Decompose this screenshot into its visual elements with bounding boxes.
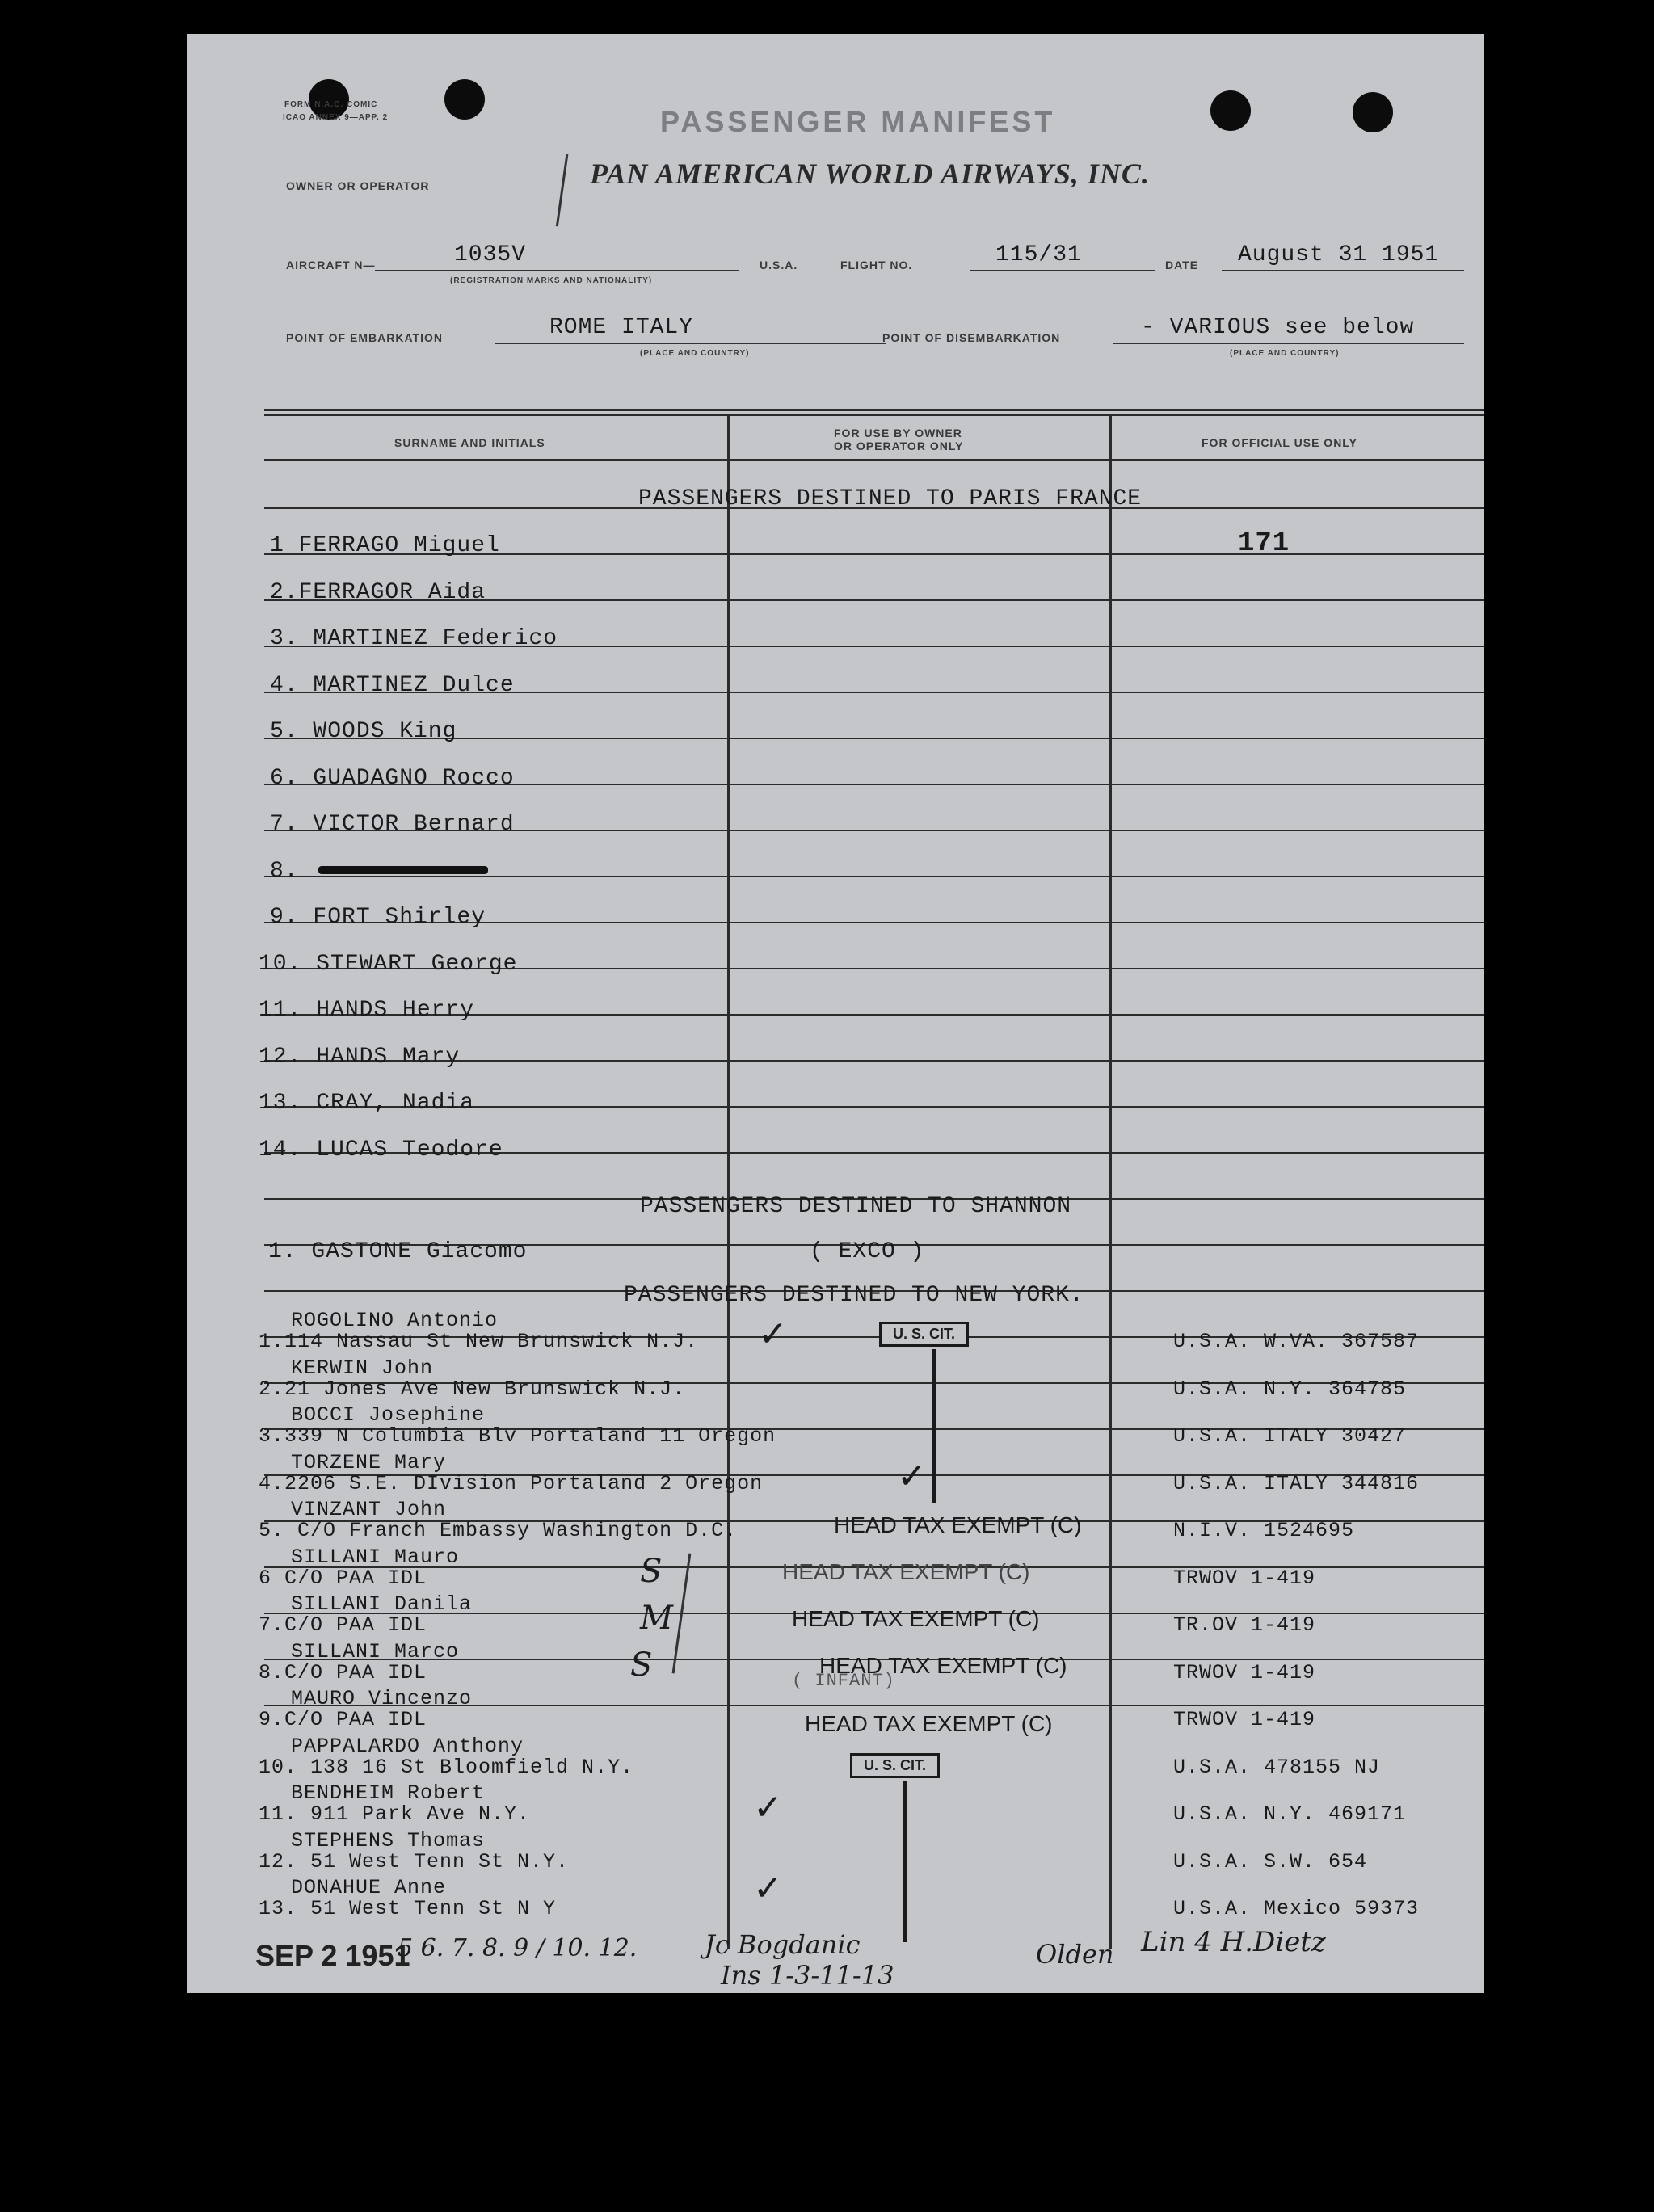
passenger-address: 9.C/O PAA IDL: [259, 1708, 427, 1731]
head-tax-stamp: HEAD TAX EXEMPT (C): [819, 1653, 1067, 1678]
official-number: 171: [1238, 528, 1290, 559]
footer-handwriting-4: Olden: [1036, 1939, 1114, 1970]
embarkation-value: ROME ITALY: [549, 315, 694, 340]
passenger-name: 3. MARTINEZ Federico: [270, 626, 558, 651]
punch-hole: [1353, 92, 1393, 132]
official-document-number: U.S.A. ITALY 30427: [1173, 1424, 1407, 1448]
official-document-number: U.S.A. N.Y. 469171: [1173, 1802, 1407, 1826]
disembarkation-sublabel: (PLACE AND COUNTRY): [1230, 349, 1340, 358]
passenger-name: MAURO Vincenzo: [291, 1687, 473, 1710]
column-header-owner-use-1: FOR USE BY OWNER: [834, 427, 962, 439]
official-document-number: TRWOV 1-419: [1173, 1660, 1316, 1684]
head-tax-stamp: HEAD TAX EXEMPT (C): [782, 1559, 1030, 1584]
official-document-number: U.S.A. S.W. 654: [1173, 1849, 1368, 1873]
passenger-address: 10. 138 16 St Bloomfield N.Y.: [259, 1755, 634, 1779]
passenger-name: KERWIN John: [291, 1356, 434, 1380]
passenger-name: STEPHENS Thomas: [291, 1828, 486, 1852]
passenger-name: 7. VICTOR Bernard: [270, 812, 515, 837]
footer-handwriting-5: Lin 4 H.Dietz: [1141, 1926, 1326, 1958]
embarkation-sublabel: (PLACE AND COUNTRY): [640, 349, 750, 358]
passenger-address: 5. C/O Franch Embassy Washington D.C.: [259, 1519, 738, 1542]
section-heading-paris: PASSENGERS DESTINED TO PARIS FRANCE: [638, 486, 1143, 511]
aircraft-label: AIRCRAFT N—: [286, 259, 376, 271]
us-citizen-stamp: U. S. CIT.: [879, 1322, 969, 1347]
passenger-name: DONAHUE Anne: [291, 1876, 447, 1899]
head-tax-stamp: HEAD TAX EXEMPT (C): [792, 1606, 1040, 1631]
official-document-number: U.S.A. N.Y. 364785: [1173, 1377, 1407, 1401]
passenger-name: 9. FORT Shirley: [270, 905, 486, 930]
checkmark: ✓: [897, 1456, 927, 1497]
footer-handwriting-3: Ins 1-3-11-13: [721, 1960, 894, 1991]
handwritten-s: S: [640, 1553, 663, 1590]
shannon-passenger: 1. GASTONE Giacomo: [268, 1239, 528, 1264]
passenger-address: 12. 51 West Tenn St N.Y.: [259, 1849, 570, 1873]
shannon-passenger-note: ( EXCO ): [810, 1239, 925, 1264]
passenger-address: 13. 51 West Tenn St N Y: [259, 1897, 557, 1920]
passenger-address: 11. 911 Park Ave N.Y.: [259, 1802, 531, 1826]
us-citizen-stamp: U. S. CIT.: [850, 1753, 940, 1778]
footer-handwriting-1: 5 6. 7. 8. 9 / 10. 12.: [398, 1934, 638, 1962]
passenger-name: 8.: [270, 858, 299, 884]
column-header-surname: SURNAME AND INITIALS: [394, 436, 545, 449]
passenger-name: 10. STEWART George: [259, 951, 518, 977]
form-code-2: ICAO ANNEX 9—APP. 2: [283, 113, 389, 122]
passenger-address: 2.21 Jones Ave New Brunswick N.J.: [259, 1377, 686, 1401]
stamp-connector-line: [932, 1349, 936, 1503]
passenger-name: ROGOLINO Antonio: [291, 1309, 499, 1332]
manifest-page: [187, 34, 1484, 1993]
passenger-name: BENDHEIM Robert: [291, 1781, 486, 1805]
checkmark: ✓: [758, 1314, 788, 1355]
passenger-name: TORZENE Mary: [291, 1450, 447, 1474]
section-heading-new-york: PASSENGERS DESTINED TO NEW YORK.: [624, 1283, 1084, 1308]
official-document-number: TRWOV 1-419: [1173, 1708, 1316, 1731]
checkmark: ✓: [753, 1787, 783, 1828]
passenger-name: 1 FERRAGO Miguel: [270, 533, 500, 558]
official-document-number: U.S.A. Mexico 59373: [1173, 1897, 1420, 1920]
passenger-name: 11. HANDS Herry: [259, 998, 475, 1023]
date-label: DATE: [1165, 259, 1199, 271]
operator-bracket: [556, 154, 584, 229]
punch-hole: [444, 79, 485, 120]
handwritten-m: M: [640, 1600, 673, 1637]
passenger-name: 14. LUCAS Teodore: [259, 1137, 503, 1163]
section-heading-shannon: PASSENGERS DESTINED TO SHANNON: [640, 1194, 1072, 1219]
passenger-address: 8.C/O PAA IDL: [259, 1660, 427, 1684]
operator-name: PAN AMERICAN WORLD AIRWAYS, INC.: [590, 158, 1150, 190]
aircraft-sublabel: (REGISTRATION MARKS AND NATIONALITY): [450, 276, 653, 285]
passenger-name: VINZANT John: [291, 1498, 447, 1521]
ruled-line: [264, 876, 1484, 877]
head-tax-stamp: HEAD TAX EXEMPT (C): [805, 1711, 1053, 1736]
handwritten-s: S: [630, 1646, 653, 1684]
official-document-number: TRWOV 1-419: [1173, 1566, 1316, 1590]
official-document-number: U.S.A. ITALY 344816: [1173, 1471, 1420, 1495]
passenger-address: 3.339 N Columbia Blv Portaland 11 Oregon: [259, 1424, 776, 1448]
aircraft-number: 1035V: [454, 242, 527, 267]
received-date-stamp: SEP 2 1951: [255, 1939, 410, 1972]
passenger-name: SILLANI Marco: [291, 1639, 460, 1663]
document-title: PASSENGER MANIFEST: [660, 105, 1056, 138]
head-tax-stamp: HEAD TAX EXEMPT (C): [834, 1512, 1082, 1537]
footer-handwriting-2: Jc Bogdanic: [705, 1929, 861, 1960]
redaction-mark: [318, 866, 488, 874]
form-code-1: FORM N.A.C. COMIC: [284, 100, 378, 109]
disembarkation-value: - VARIOUS see below: [1141, 315, 1415, 340]
flight-number: 115/31: [995, 242, 1082, 267]
passenger-address: 7.C/O PAA IDL: [259, 1613, 427, 1637]
flight-date: August 31 1951: [1238, 242, 1440, 267]
column-header-official-use: FOR OFFICIAL USE ONLY: [1202, 436, 1357, 449]
checkmark: ✓: [753, 1868, 783, 1909]
infant-note: ( INFANT): [792, 1671, 895, 1691]
passenger-name: 4. MARTINEZ Dulce: [270, 672, 515, 698]
flight-label: FLIGHT NO.: [840, 259, 913, 271]
passenger-name: SILLANI Mauro: [291, 1545, 460, 1569]
passenger-name: 5. WOODS King: [270, 719, 457, 744]
passenger-address: 4.2206 S.E. DIvision Portaland 2 Oregon: [259, 1471, 764, 1495]
embarkation-label: POINT OF EMBARKATION: [286, 331, 443, 344]
column-header-owner-use-2: OR OPERATOR ONLY: [834, 439, 964, 452]
official-document-number: TR.OV 1-419: [1173, 1613, 1316, 1637]
passenger-name: 2.FERRAGOR Aida: [270, 579, 486, 605]
official-document-number: U.S.A. W.VA. 367587: [1173, 1330, 1420, 1353]
passenger-name: 13. CRAY, Nadia: [259, 1091, 475, 1116]
punch-hole: [1210, 90, 1251, 131]
passenger-address: 6 C/O PAA IDL: [259, 1566, 427, 1590]
passenger-name: BOCCI Josephine: [291, 1403, 486, 1427]
usa-label: U.S.A.: [760, 259, 798, 271]
disembarkation-label: POINT OF DISEMBARKATION: [882, 331, 1061, 344]
official-document-number: U.S.A. 478155 NJ: [1173, 1755, 1381, 1779]
owner-operator-label: OWNER OR OPERATOR: [286, 179, 430, 192]
passenger-name: PAPPALARDO Anthony: [291, 1734, 524, 1758]
passenger-name: 12. HANDS Mary: [259, 1044, 461, 1070]
stamp-connector-line: [903, 1781, 907, 1942]
passenger-address: 1.114 Nassau St New Brunswick N.J.: [259, 1330, 699, 1353]
official-document-number: N.I.V. 1524695: [1173, 1519, 1355, 1542]
passenger-name: 6. GUADAGNO Rocco: [270, 765, 515, 791]
passenger-name: SILLANI Danila: [291, 1592, 473, 1616]
